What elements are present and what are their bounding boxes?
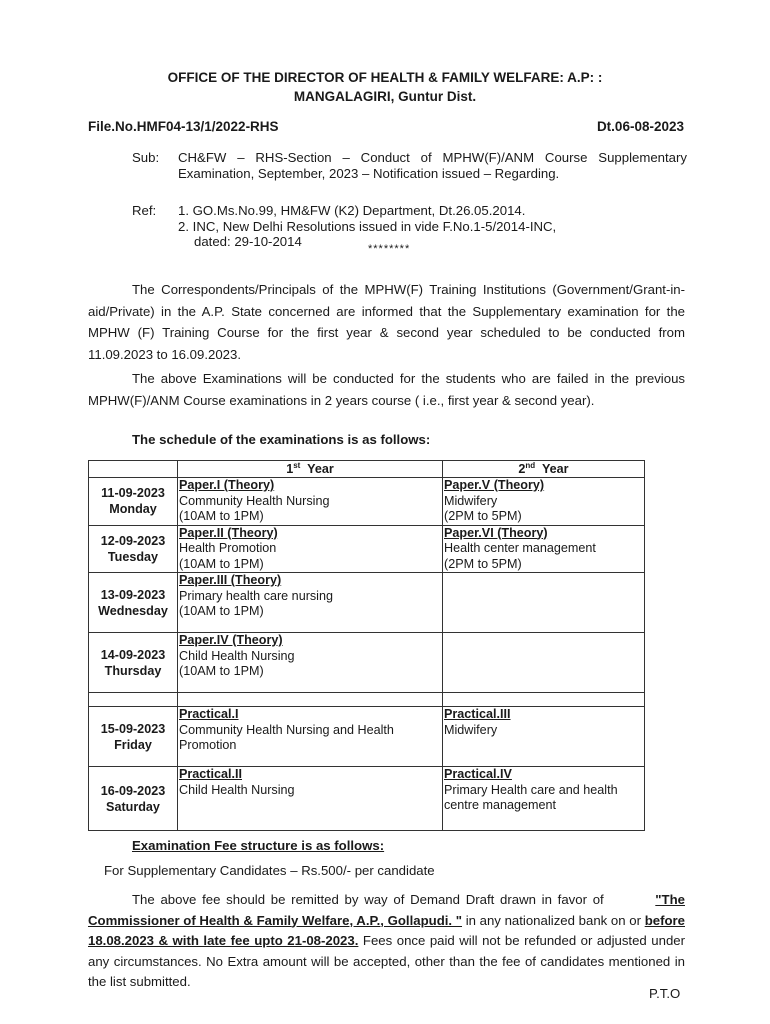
- header-line-2: MANGALAGIRI, Guntur Dist.: [293, 89, 477, 104]
- reference-label: Ref:: [132, 203, 157, 218]
- exam-date-cell: 14-09-2023 Thursday: [89, 633, 178, 693]
- year-1-cell: Practical.II Child Health Nursing: [178, 767, 443, 831]
- file-number: File.No.HMF04-13/1/2022-RHS: [88, 119, 279, 134]
- subject-label: Sub:: [132, 150, 160, 165]
- subject-block: [132, 150, 687, 181]
- fee-heading: Examination Fee structure is as follows:: [132, 838, 385, 853]
- office-header: [0, 68, 770, 106]
- year-1-cell: Practical.I Community Health Nursing and Health Promotion: [178, 707, 443, 767]
- table-spacer-row: [89, 693, 645, 707]
- table-header-row: [89, 461, 645, 478]
- subject-text: CH&FW – RHS-Section – Conduct of MPHW(F)/ANM Course Supplementary Examination, September, 2023 – Notification issued – Regarding.: [178, 150, 687, 181]
- paragraph-intro: The Correspondents/Principals of the MPHW(F) Training Institutions (Government/Grant-in-aid/Private) in the A.P. State concerned are informed that the Supplementary examination for the MPHW (F) Training Course for the first year & second year scheduled to be conducted from 11.09.2023 to 16.09.2023.: [88, 282, 685, 362]
- reference-item-continued: dated: 29-10-2014: [194, 234, 302, 249]
- year-2-cell: [443, 633, 645, 693]
- separator: ********: [368, 243, 411, 255]
- header-year-2: 2nd Year: [443, 461, 645, 478]
- pto-marker: P.T.O: [649, 986, 681, 1001]
- para3-part3: Fees once paid will not be refunded or adjusted under any circumstances. No Extra amount will be accepted, other than the fee of candidates mentioned in the list submitted.: [88, 933, 685, 989]
- document-date: Dt.06-08-2023: [596, 119, 684, 134]
- year-2-cell: [443, 573, 645, 633]
- table-row: [89, 633, 645, 693]
- exam-date-cell: 11-09-2023 Monday: [89, 478, 178, 526]
- reference-item: 2. INC, New Delhi Resolutions issued in vide F.No.1-5/2014-INC,: [178, 218, 557, 234]
- year-1-cell: Paper.I (Theory) Community Health Nursing (10AM to 1PM): [178, 478, 443, 526]
- exam-date-cell: 16-09-2023 Saturday: [89, 767, 178, 831]
- deadline-text: before 18.08.2023 & with late fee upto 21-08-2023.: [88, 912, 685, 948]
- year-2-cell: Practical.IV Primary Health care and health centre management: [443, 767, 645, 831]
- payee-name: "The Commissioner of Health & Family Welfare, A.P., Gollapudi. ": [88, 892, 685, 928]
- exam-schedule-table: [88, 460, 645, 831]
- year-2-cell: Practical.III Midwifery: [443, 707, 645, 767]
- exam-date-cell: 12-09-2023 Tuesday: [89, 525, 178, 573]
- fee-line: For Supplementary Candidates – Rs.500/- per candidate: [104, 863, 435, 878]
- header-line-1: OFFICE OF THE DIRECTOR OF HEALTH & FAMILY WELFARE: A.P: :: [167, 70, 603, 85]
- year-2-cell: Paper.V (Theory) Midwifery (2PM to 5PM): [443, 478, 645, 526]
- file-line: [88, 119, 684, 134]
- exam-date-cell: 13-09-2023 Wednesday: [89, 573, 178, 633]
- table-row: [89, 478, 645, 526]
- header-date-cell: [89, 461, 178, 478]
- paragraph-fee-remittance: [88, 890, 685, 993]
- table-row: [89, 707, 645, 767]
- reference-item: 1. GO.Ms.No.99, HM&FW (K2) Department, Dt.26.05.2014.: [178, 203, 526, 218]
- header-year-1: 1st Year: [178, 461, 443, 478]
- reference-list: [178, 203, 687, 250]
- paragraph-eligibility: The above Examinations will be conducted for the students who are failed in the previous MPHW(F)/ANM Course examinations in 2 years course ( i.e., first year & second year).: [88, 371, 685, 408]
- year-1-cell: Paper.III (Theory) Primary health care nursing (10AM to 1PM): [178, 573, 443, 633]
- table-row: [89, 525, 645, 573]
- exam-date-cell: 15-09-2023 Friday: [89, 707, 178, 767]
- para3-part2: in any nationalized bank on or: [462, 912, 645, 928]
- para3-part1: The above fee should be remitted by way of Demand Draft drawn in favor of: [132, 892, 604, 907]
- table-row: [89, 573, 645, 633]
- year-1-cell: Paper.II (Theory) Health Promotion (10AM to 1PM): [178, 525, 443, 573]
- table-row: [89, 767, 645, 831]
- year-2-cell: Paper.VI (Theory) Health center management (2PM to 5PM): [443, 525, 645, 573]
- schedule-heading: The schedule of the examinations is as follows:: [132, 432, 431, 447]
- year-1-cell: Paper.IV (Theory) Child Health Nursing (10AM to 1PM): [178, 633, 443, 693]
